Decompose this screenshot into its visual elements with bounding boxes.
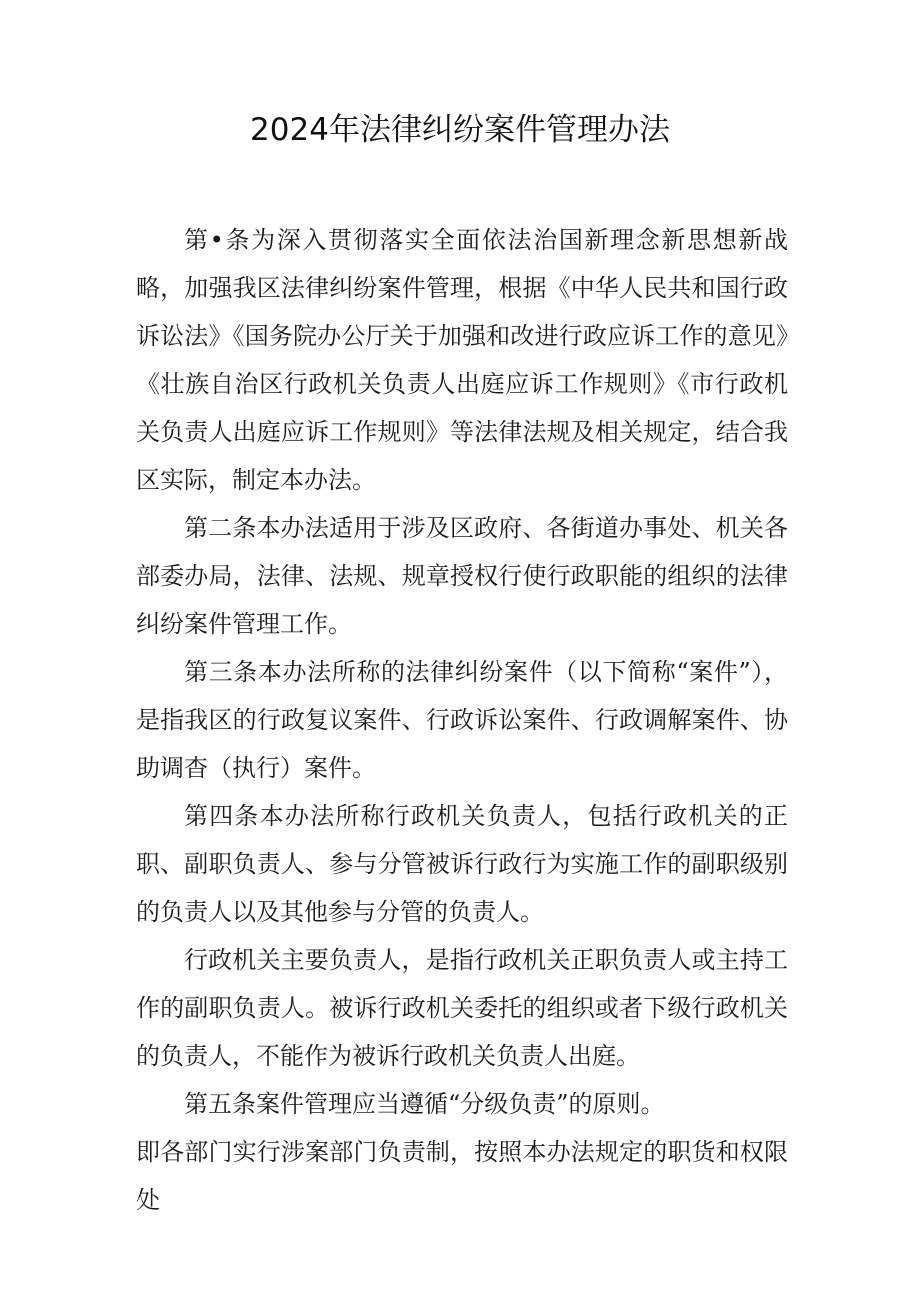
paragraph-article-4: 第四条本办法所称行政机关负责人，包括行政机关的正职、副职负责人、参与分管被诉行政行为实施工作的副职级别的负责人以及其他参与分管的负责人。 xyxy=(136,802,788,926)
paragraph-article-2: 第二条本办法适用于涉及区政府、各街道办事处、机关各部委办局，法律、法规、规章授权行使行政职能的组织的法律纠纷案件管理工作。 xyxy=(136,514,788,638)
document-title: 2024年法律纠纷案件管理办法 xyxy=(250,112,670,148)
paragraph-article-5: 第五条案件管理应当遵循“分级负责”的原则。 xyxy=(184,1090,665,1118)
paragraph-article-3: 第三条本办法所称的法律纠纷案件（以下简称“案件”），是指我区的行政复议案件、行政诉讼案件、行政调解案件、协助调杳（执行）案件。 xyxy=(136,658,788,782)
paragraph-article-1: 第•条为深入贯彻落实全面依法治国新理念新思想新战略，加强我区法律纠纷案件管理，根据《中华人民共和国行政诉讼法》《国务院办公厅关于加强和改进行政应诉工作的意见》《壮族自治区行政机关负责人出庭应诉工作规则》《市行政机关负责人出庭应诉工作规则》等法律法规及相关规定，结合我区实际，制定本办法。 xyxy=(136,226,788,494)
paragraph-article-4-supplement: 行政机关主要负责人，是指行政机关正职负责人或主持工作的副职负责人。被诉行政机关委托的组织或者下级行政机关的负责人，不能作为被诉行政机关负责人出庭。 xyxy=(136,946,788,1070)
paragraph-article-5-continuation: 即各部门实行涉案部门负责制，按照本办法规定的职货和权限处 xyxy=(136,1138,788,1214)
document-body xyxy=(136,216,788,1224)
